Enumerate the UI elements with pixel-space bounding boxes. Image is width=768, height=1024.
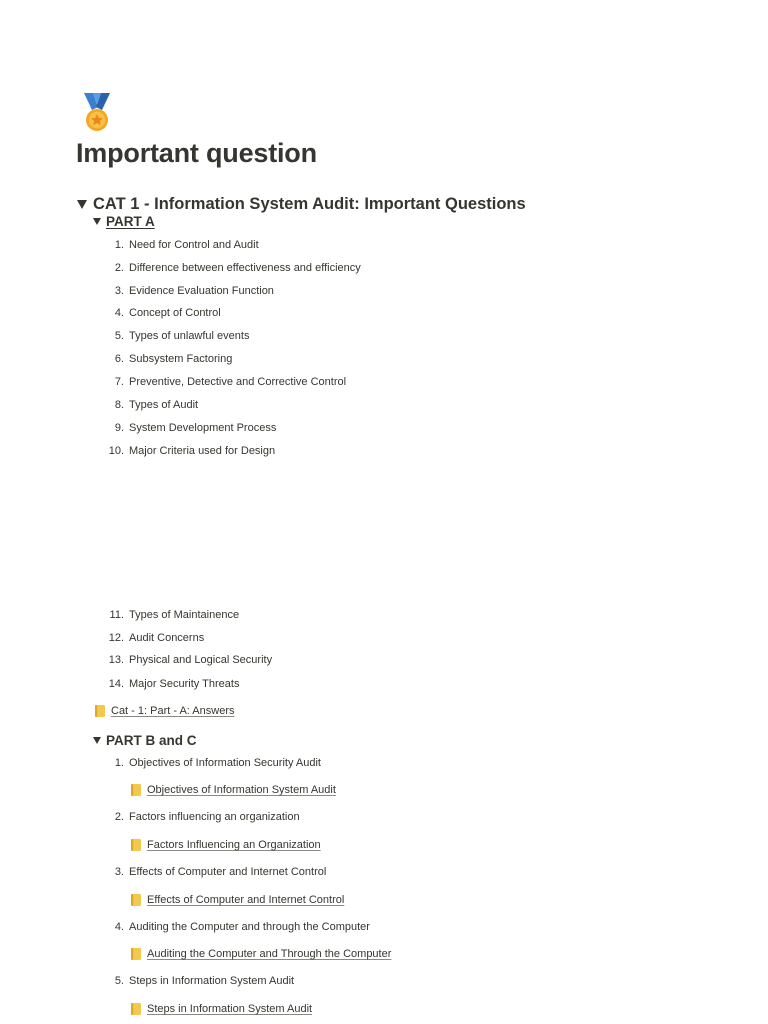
list-item: 1. Need for Control and Audit [114,239,259,251]
list-item: 12. Audit Concerns [108,632,205,644]
notebook-icon [131,1003,141,1015]
list-item: 5. Steps in Information System Audit [114,975,295,987]
list-item: 8. Types of Audit [114,399,199,411]
page-link[interactable]: Objectives of Information System Audit [131,784,336,796]
list-item: 14. Major Security Threats [108,678,240,690]
list-item: 13. Physical and Logical Security [108,654,273,666]
page-title: Important question [76,138,317,168]
list-item: 3. Evidence Evaluation Function [114,285,274,297]
page-link[interactable]: Steps in Information System Audit [131,1003,312,1015]
list-item: 4. Concept of Control [114,307,221,319]
toggle-part-bc[interactable] [93,733,197,748]
list-item: 2. Factors influencing an organization [114,811,300,823]
heading-cat1: CAT 1 - Information System Audit: Important Questions [93,195,526,213]
heading-part-bc: PART B and C [106,733,197,748]
page-link[interactable]: Auditing the Computer and Through the Computer [131,948,391,960]
page-link[interactable]: Effects of Computer and Internet Control [131,894,344,906]
list-item: 5. Types of unlawful events [114,330,250,342]
notebook-icon [95,705,105,717]
list-item: 1. Objectives of Information Security Audit [114,757,321,769]
page-link[interactable]: Factors Influencing an Organization [131,839,321,851]
toggle-triangle-icon[interactable] [93,218,101,225]
notebook-icon [131,894,141,906]
list-item: 9. System Development Process [114,422,277,434]
list-item: 4. Auditing the Computer and through the Computer [114,921,370,933]
notebook-icon [131,839,141,851]
list-item: 7. Preventive, Detective and Corrective Control [114,376,347,388]
medal-icon[interactable] [82,93,112,133]
heading-part-a[interactable]: PART A [106,214,155,229]
notebook-icon [131,948,141,960]
list-item: 6. Subsystem Factoring [114,353,233,365]
toggle-triangle-icon[interactable] [93,737,101,744]
toggle-triangle-icon[interactable] [77,200,87,209]
list-item: 3. Effects of Computer and Internet Control [114,866,327,878]
toggle-cat1[interactable] [77,195,526,214]
page-link-part-a-answers[interactable]: Cat - 1: Part - A: Answers [95,705,235,717]
list-item: 11. Types of Maintainence [109,609,240,621]
toggle-part-a[interactable] [93,214,155,229]
list-item: 2. Difference between effectiveness and efficiency [114,262,361,274]
list-item: 10. Major Criteria used for Design [108,445,276,457]
notebook-icon [131,784,141,796]
